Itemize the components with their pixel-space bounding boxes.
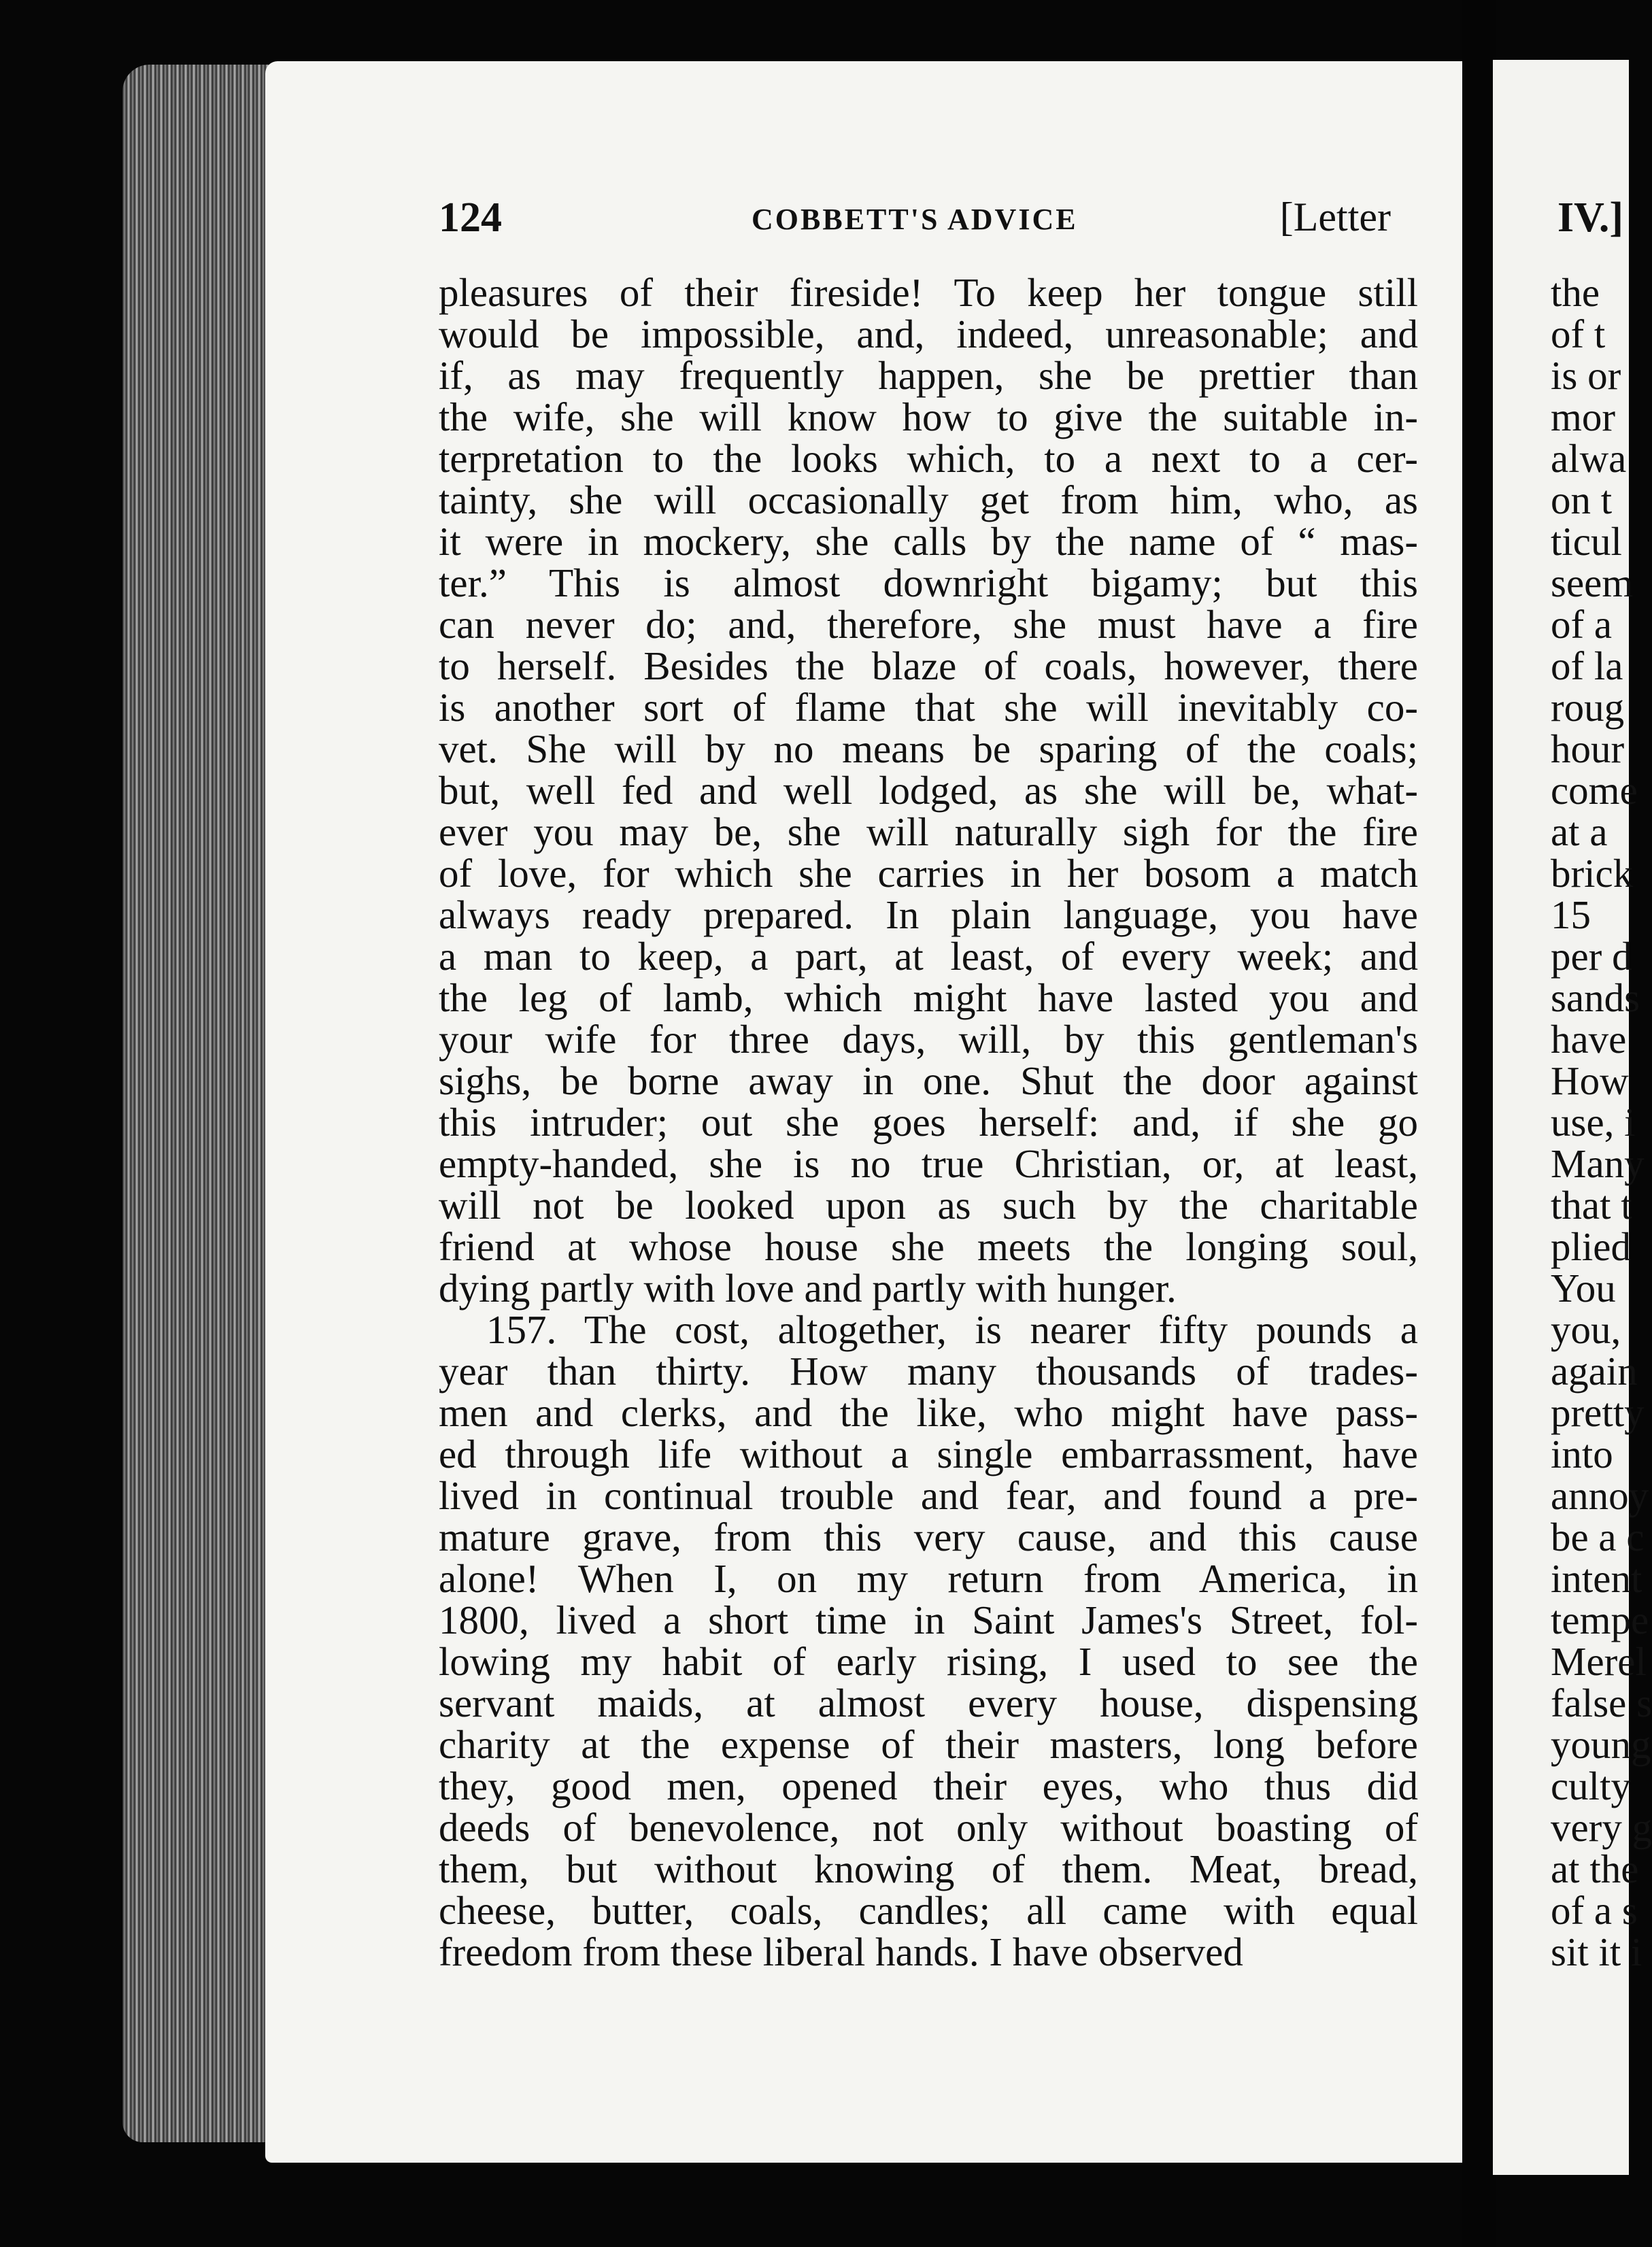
text-line: but, well fed and well lodged, as she will be, what-	[439, 768, 1418, 813]
body-text	[439, 272, 1418, 1973]
text-line: plied	[1551, 1224, 1631, 1269]
text-line: seem	[1551, 560, 1634, 605]
text-line: ter.” This is almost downright bigamy; but this	[439, 560, 1418, 605]
text-line: that t	[1551, 1183, 1632, 1228]
text-line: them, but without knowing of them. Meat, bread,	[439, 1846, 1418, 1891]
book-page-edges	[122, 65, 286, 2142]
text-line: will not be looked upon as such by the charitable	[439, 1183, 1418, 1228]
text-line: false s	[1551, 1680, 1652, 1725]
text-line: 157. The cost, altogether, is nearer fifty pounds a	[486, 1307, 1418, 1352]
text-line: the leg of lamb, which might have lasted you and	[439, 975, 1418, 1020]
text-line: the	[1551, 270, 1600, 315]
text-line: very g	[1551, 1805, 1652, 1850]
text-line: ticul	[1551, 519, 1622, 564]
text-line: vet. She will by no means be sparing of the coals;	[439, 726, 1418, 771]
text-line: 15	[1551, 892, 1591, 937]
text-line: this intruder; out she goes herself: and, if she go	[439, 1100, 1418, 1145]
text-line: brick	[1551, 851, 1634, 896]
text-line: lowing my habit of early rising, I used to see the	[439, 1639, 1418, 1684]
text-line: friend at whose house she meets the longing soul,	[439, 1224, 1418, 1269]
text-line: of t	[1551, 311, 1606, 356]
text-line: annoy	[1551, 1473, 1649, 1518]
text-line: have	[1551, 1017, 1627, 1062]
text-line: mature grave, from this very cause, and this cause	[439, 1515, 1418, 1559]
left-page-header	[439, 194, 1391, 248]
text-line: pretty	[1551, 1390, 1645, 1435]
text-line: of a	[1551, 602, 1613, 647]
text-line: servant maids, at almost every house, dispensing	[439, 1680, 1418, 1725]
text-line: tempe	[1551, 1598, 1649, 1642]
text-line: again	[1551, 1349, 1638, 1393]
right-page-text	[1551, 270, 1652, 1974]
text-line: of love, for which she carries in her bosom a match	[439, 851, 1418, 896]
text-line: cheese, butter, coals, candles; all came with equal	[439, 1888, 1418, 1933]
text-line: empty-handed, she is no true Christian, or, at least,	[439, 1141, 1418, 1186]
text-line: ed through life without a single embarrassment, have	[439, 1432, 1418, 1476]
text-line: Many	[1551, 1141, 1645, 1186]
text-line: lived in continual trouble and fear, and found a pre-	[439, 1473, 1418, 1518]
text-line: roug	[1551, 685, 1625, 730]
text-line: it were in mockery, she calls by the name of “ mas-	[439, 519, 1418, 564]
text-line: How	[1551, 1058, 1629, 1103]
text-line: on t	[1551, 477, 1613, 522]
text-line: to herself. Besides the blaze of coals, however, there	[439, 643, 1418, 688]
text-line: the wife, she will know how to give the suitable in-	[439, 394, 1418, 439]
text-line: sands	[1551, 975, 1640, 1020]
text-line: if, as may frequently happen, she be prettier than	[439, 353, 1418, 398]
text-line: can never do; and, therefore, she must have a fire	[439, 602, 1418, 647]
text-line: always ready prepared. In plain language, you have	[439, 892, 1418, 937]
text-line: per d	[1551, 934, 1632, 979]
text-line: dying partly with love and partly with hunger.	[439, 1266, 1177, 1311]
text-line: sit it i	[1551, 1929, 1642, 1974]
text-line: at a	[1551, 809, 1608, 854]
text-line: use, i	[1551, 1100, 1636, 1145]
text-line: intent	[1551, 1556, 1642, 1601]
page-number: 124	[439, 195, 502, 241]
running-title: COBBETT'S ADVICE	[752, 203, 1078, 236]
text-line: is another sort of flame that she will inevitably co-	[439, 685, 1418, 730]
text-line: tainty, she will occasionally get from him, who, as	[439, 477, 1418, 522]
text-line: sighs, be borne away in one. Shut the door against	[439, 1058, 1418, 1103]
text-line: your wife for three days, will, by this gentleman's	[439, 1017, 1418, 1062]
text-line: You	[1551, 1266, 1616, 1311]
text-line: you,	[1551, 1307, 1621, 1352]
text-line: young	[1551, 1722, 1651, 1767]
text-line: ever you may be, she will naturally sigh for the fire	[439, 809, 1418, 854]
text-line: charity at the expense of their masters, long before	[439, 1722, 1418, 1767]
text-line: would be impossible, and, indeed, unreasonable; and	[439, 311, 1418, 356]
text-line: come	[1551, 768, 1638, 813]
section-label: [Letter	[1279, 195, 1391, 239]
text-line: deeds of benevolence, not only without boasting of	[439, 1805, 1418, 1850]
right-page-header: IV.]	[1557, 195, 1624, 241]
text-line: hour	[1551, 726, 1625, 771]
text-line: culty	[1551, 1763, 1631, 1808]
text-line: into	[1551, 1432, 1613, 1476]
book-gutter	[1462, 0, 1496, 2247]
text-line: pleasures of their fireside! To keep her tongue still	[439, 270, 1418, 315]
text-line: they, good men, opened their eyes, who thus did	[439, 1763, 1418, 1808]
text-line: of la	[1551, 643, 1623, 688]
text-line: alwa	[1551, 436, 1627, 481]
text-line: at the	[1551, 1846, 1639, 1891]
text-line: of a s	[1551, 1888, 1638, 1933]
text-line: alone! When I, on my return from America, in	[439, 1556, 1418, 1601]
text-line: freedom from these liberal hands. I have observed	[439, 1929, 1243, 1974]
text-line: a man to keep, a part, at least, of every week; and	[439, 934, 1418, 979]
text-line: mor	[1551, 394, 1616, 439]
text-line: Merel	[1551, 1639, 1647, 1684]
text-line: year than thirty. How many thousands of trades-	[439, 1349, 1418, 1393]
text-line: men and clerks, and the like, who might have pass-	[439, 1390, 1418, 1435]
text-line: terpretation to the looks which, to a next to a cer-	[439, 436, 1418, 481]
text-line: be a c	[1551, 1515, 1645, 1559]
text-line: is or	[1551, 353, 1621, 398]
text-line: 1800, lived a short time in Saint James's Street, fol-	[439, 1598, 1418, 1642]
